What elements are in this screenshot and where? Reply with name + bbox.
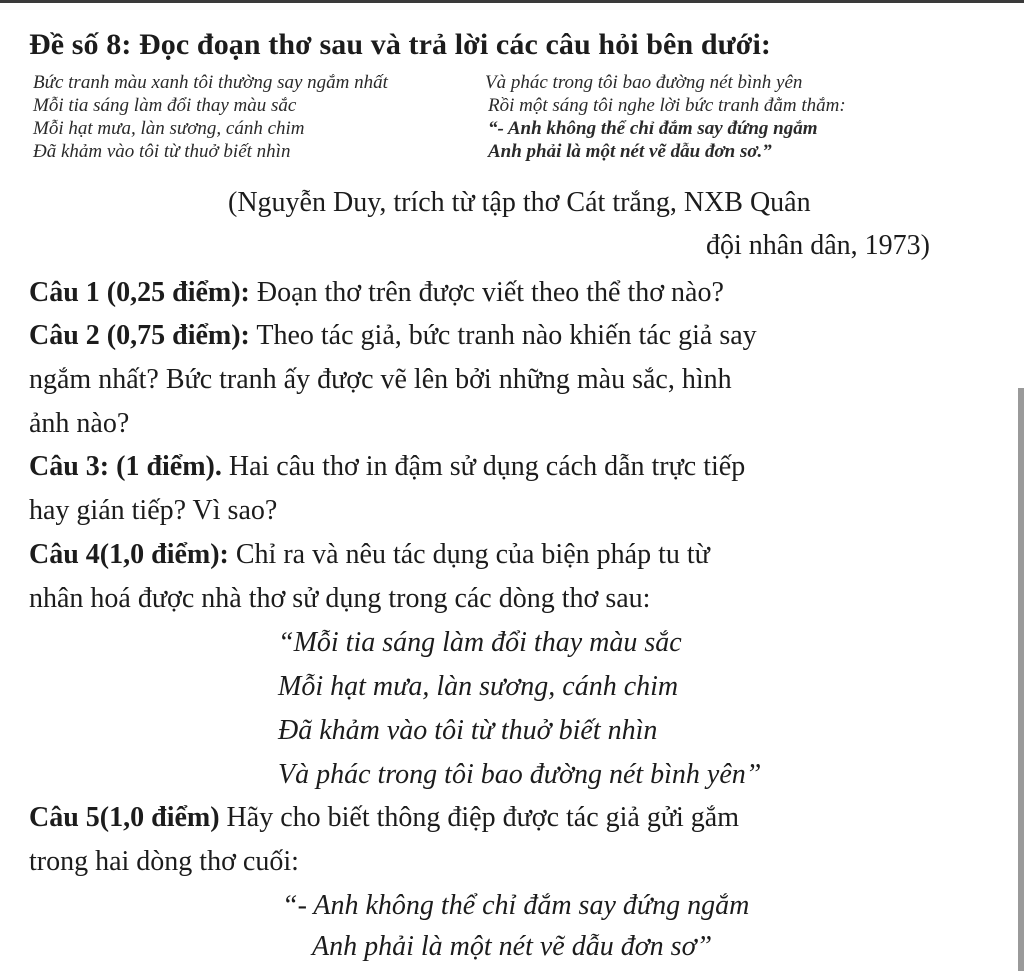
- quoted-line: Anh phải là một nét vẽ dẫu đơn sơ”: [312, 931, 713, 962]
- question-5: [29, 802, 739, 834]
- question-label: Câu 3: (1 điểm).: [29, 451, 222, 482]
- poem-line: Và phác trong tôi bao đường nét bình yên: [485, 72, 803, 93]
- top-border: [0, 0, 1024, 3]
- question-text: Chỉ ra và nêu tác dụng của biện pháp tu từ: [235, 539, 710, 570]
- question-text: Theo tác giả, bức tranh nào khiến tác giả say: [256, 320, 757, 351]
- poem-line: Rồi một sáng tôi nghe lời bức tranh đằm thắm:: [488, 95, 846, 116]
- question-text: hay gián tiếp? Vì sao?: [29, 495, 278, 526]
- poem-line: Mỗi tia sáng làm đổi thay màu sắc: [33, 95, 297, 116]
- question-3: [29, 451, 745, 483]
- question-label: Câu 4(1,0 điểm):: [29, 539, 229, 570]
- question-text: Hãy cho biết thông điệp được tác giả gửi gắm: [226, 802, 740, 833]
- quoted-line: Mỗi hạt mưa, làn sương, cánh chim: [278, 671, 679, 702]
- source-citation: (Nguyễn Duy, trích từ tập thơ Cát trắng, NXB Quân: [228, 187, 811, 218]
- question-label: Câu 2 (0,75 điểm):: [29, 320, 250, 351]
- quoted-line: “- Anh không thể chỉ đắm say đứng ngắm: [282, 890, 750, 921]
- quoted-line: Đã khảm vào tôi từ thuở biết nhìn: [278, 715, 658, 746]
- question-2: [29, 320, 757, 352]
- question-4: [29, 539, 710, 571]
- poem-line: Bức tranh màu xanh tôi thường say ngắm nhất: [33, 72, 388, 93]
- question-text: Hai câu thơ in đậm sử dụng cách dẫn trực tiếp: [228, 451, 746, 482]
- question-text: nhân hoá được nhà thơ sử dụng trong các dòng thơ sau:: [29, 583, 651, 614]
- poem-line: Mỗi hạt mưa, làn sương, cánh chim: [33, 118, 305, 139]
- quoted-line: Và phác trong tôi bao đường nét bình yên”: [278, 759, 762, 790]
- quoted-line: “Mỗi tia sáng làm đổi thay màu sắc: [278, 627, 682, 658]
- poem-line-bold: “- Anh không thể chỉ đắm say đứng ngắm: [488, 118, 818, 139]
- question-label: Câu 1 (0,25 điểm):: [29, 277, 250, 308]
- page-title: Đề số 8: Đọc đoạn thơ sau và trả lời các câu hỏi bên dưới:: [29, 28, 771, 61]
- question-text: Đoạn thơ trên được viết theo thể thơ nào?: [256, 277, 724, 308]
- question-text: ảnh nào?: [29, 408, 130, 439]
- question-text: ngắm nhất? Bức tranh ấy được vẽ lên bởi những màu sắc, hình: [29, 364, 732, 395]
- poem-line: Đã khảm vào tôi từ thuở biết nhìn: [33, 141, 291, 162]
- question-1: [29, 277, 724, 309]
- question-label: Câu 5(1,0 điểm): [29, 802, 220, 833]
- source-citation: đội nhân dân, 1973): [706, 230, 930, 261]
- question-text: trong hai dòng thơ cuối:: [29, 846, 299, 877]
- poem-line-bold: Anh phải là một nét vẽ dẫu đơn sơ.”: [488, 141, 772, 162]
- scrollbar[interactable]: [1018, 388, 1024, 971]
